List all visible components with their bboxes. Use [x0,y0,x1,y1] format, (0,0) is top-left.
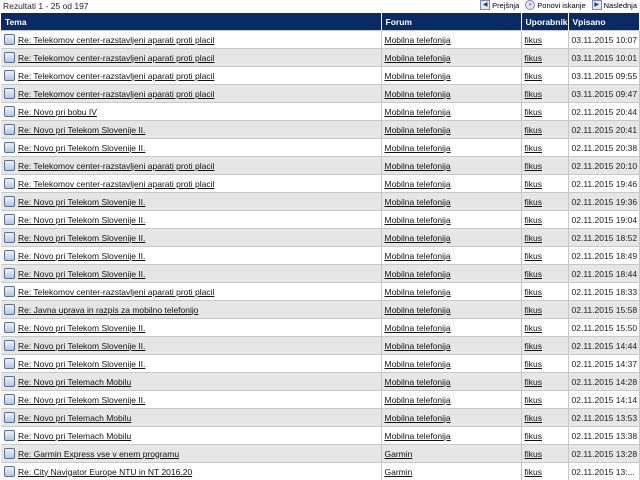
date-cell: 02.11.2015 18:33 [568,283,639,301]
topic-icon [4,124,15,135]
results-count: Rezultati 1 - 25 od 197 [3,1,89,11]
topic-link[interactable]: Re: Telekomov center-razstavljeni aparati proti placil [18,53,214,63]
user-cell [521,319,568,337]
date-cell: 02.11.2015 20:44 [568,103,639,121]
user-link[interactable]: fikus [525,323,542,333]
user-link[interactable]: fikus [525,287,542,297]
user-cell [521,427,568,445]
forum-link[interactable]: Mobilna telefonija [385,341,451,351]
topic-icon [4,466,15,477]
topic-icon [4,214,15,225]
user-cell [521,445,568,463]
topic-cell [1,319,381,337]
topic-cell [1,139,381,157]
date-cell: 02.11.2015 19:04 [568,211,639,229]
topic-cell [1,463,381,480]
topic-link[interactable]: Re: Novo pri Telekom Slovenije II. [18,233,145,243]
forum-cell [381,175,521,193]
forum-cell [381,391,521,409]
date-cell: 02.11.2015 13:53 [568,409,639,427]
topic-icon [4,196,15,207]
table-row [1,355,639,373]
user-link[interactable]: fikus [525,269,542,279]
user-link[interactable]: fikus [525,467,542,477]
table-row [1,175,639,193]
topic-cell [1,49,381,67]
table-row [1,463,639,480]
forum-cell [381,121,521,139]
topic-cell [1,301,381,319]
user-cell [521,211,568,229]
forum-link[interactable]: Mobilna telefonija [385,71,451,81]
topic-cell [1,427,381,445]
table-row [1,319,639,337]
forum-link[interactable]: Mobilna telefonija [385,35,451,45]
topic-cell [1,229,381,247]
user-cell [521,121,568,139]
topic-link[interactable]: Re: Novo pri Telemach Mobilu [18,431,131,441]
forum-cell [381,355,521,373]
topic-link[interactable]: Re: City Navigator Europe NTU in NT 2016.20 [18,467,192,477]
forum-link[interactable]: Mobilna telefonija [385,305,451,315]
header-forum: Forum [381,13,521,31]
forum-link[interactable]: Mobilna telefonija [385,53,451,63]
topic-cell [1,121,381,139]
topic-cell [1,265,381,283]
forum-cell [381,445,521,463]
topic-icon [4,70,15,81]
forum-link[interactable]: Mobilna telefonija [385,251,451,261]
date-cell: 02.11.2015 13:... [568,463,639,480]
topic-link[interactable]: Re: Telekomov center-razstavljeni aparati proti placil [18,179,214,189]
user-link[interactable]: fikus [525,359,542,369]
topic-icon [4,322,15,333]
topic-cell [1,67,381,85]
table-row [1,139,639,157]
forum-cell [381,427,521,445]
repeat-search-link[interactable] [525,0,585,10]
date-cell: 02.11.2015 15:58 [568,301,639,319]
table-row [1,157,639,175]
date-cell: 03.11.2015 09:47 [568,85,639,103]
header-topic: Tema [1,13,381,31]
date-cell: 02.11.2015 19:36 [568,193,639,211]
date-cell: 02.11.2015 18:49 [568,247,639,265]
forum-link[interactable]: Mobilna telefonija [385,197,451,207]
forum-link[interactable]: Mobilna telefonija [385,143,451,153]
table-row [1,67,639,85]
date-cell: 03.11.2015 10:07 [568,31,639,49]
prev-page-link[interactable] [480,0,519,10]
user-cell [521,283,568,301]
user-link[interactable]: fikus [525,197,542,207]
topic-cell [1,211,381,229]
forum-link[interactable]: Mobilna telefonija [385,413,451,423]
table-header-row [1,13,639,31]
topic-cell [1,373,381,391]
user-cell [521,103,568,121]
topic-link[interactable]: Re: Novo pri Telemach Mobilu [18,377,131,387]
search-icon: ⌕ [525,0,535,10]
user-link[interactable]: fikus [525,305,542,315]
user-link[interactable]: fikus [525,143,542,153]
topic-icon [4,376,15,387]
user-link[interactable]: fikus [525,53,542,63]
date-cell: 02.11.2015 18:44 [568,265,639,283]
table-row [1,229,639,247]
forum-link[interactable]: Garmin [385,449,413,459]
topic-link[interactable]: Re: Novo pri bobu IV [18,107,97,117]
forum-cell [381,301,521,319]
topic-icon [4,160,15,171]
user-cell [521,373,568,391]
user-link[interactable]: fikus [525,107,542,117]
user-cell [521,229,568,247]
topic-icon [4,178,15,189]
topic-icon [4,52,15,63]
topic-cell [1,391,381,409]
topic-link[interactable]: Re: Garmin Express vse v enem programu [18,449,179,459]
date-cell: 03.11.2015 09:55 [568,67,639,85]
topic-link[interactable]: Re: Telekomov center-razstavljeni aparati proti placil [18,287,214,297]
topic-link[interactable]: Re: Telekomov center-razstavljeni aparati proti placil [18,35,214,45]
forum-link[interactable]: Mobilna telefonija [385,89,451,99]
topic-link[interactable]: Re: Novo pri Telekom Slovenije II. [18,269,145,279]
user-cell [521,31,568,49]
user-link[interactable]: fikus [525,71,542,81]
topic-cell [1,193,381,211]
user-cell [521,193,568,211]
topic-link[interactable]: Re: Novo pri Telemach Mobilu [18,413,131,423]
date-cell: 02.11.2015 14:28 [568,373,639,391]
date-cell: 02.11.2015 18:52 [568,229,639,247]
table-row [1,211,639,229]
topic-icon [4,394,15,405]
topic-icon [4,88,15,99]
forum-link[interactable]: Mobilna telefonija [385,323,451,333]
table-row [1,85,639,103]
forum-cell [381,31,521,49]
topic-icon [4,106,15,117]
table-row [1,103,639,121]
topic-cell [1,31,381,49]
date-cell: 02.11.2015 19:46 [568,175,639,193]
forum-link[interactable]: Mobilna telefonija [385,215,451,225]
forum-link[interactable]: Mobilna telefonija [385,125,451,135]
table-row [1,49,639,67]
table-row [1,445,639,463]
forum-cell [381,373,521,391]
topic-cell [1,445,381,463]
user-cell [521,409,568,427]
topic-icon [4,250,15,261]
forum-cell [381,211,521,229]
user-link[interactable]: fikus [525,449,542,459]
forum-cell [381,247,521,265]
repeat-search-label: Ponovi iskanje [537,1,585,10]
user-link[interactable]: fikus [525,125,542,135]
forum-link[interactable]: Mobilna telefonija [385,269,451,279]
topic-cell [1,157,381,175]
pagination-nav [480,0,637,10]
topic-link[interactable]: Re: Novo pri Telekom Slovenije II. [18,359,145,369]
topic-icon [4,286,15,297]
forum-cell [381,337,521,355]
forum-link[interactable]: Mobilna telefonija [385,107,451,117]
topic-icon [4,34,15,45]
header-user: Uporabnik [521,13,568,31]
topic-cell [1,247,381,265]
forum-link[interactable]: Mobilna telefonija [385,377,451,387]
topic-link[interactable]: Re: Telekomov center-razstavljeni aparati proti placil [18,89,214,99]
date-cell: 02.11.2015 20:41 [568,121,639,139]
user-link[interactable]: fikus [525,341,542,351]
topic-link[interactable]: Re: Novo pri Telekom Slovenije II. [18,251,145,261]
forum-link[interactable]: Mobilna telefonija [385,161,451,171]
topic-icon [4,430,15,441]
table-row [1,121,639,139]
table-row [1,427,639,445]
user-cell [521,67,568,85]
forum-cell [381,103,521,121]
forum-cell [381,139,521,157]
table-row [1,409,639,427]
next-page-link[interactable] [592,0,637,10]
results-bar [0,0,640,13]
next-page-label: Naslednja [604,1,637,10]
topic-icon [4,304,15,315]
user-cell [521,247,568,265]
topic-link[interactable]: Re: Novo pri Telekom Slovenije II. [18,341,145,351]
topic-cell [1,175,381,193]
header-date: Vpisano [568,13,639,31]
prev-page-label: Prejšnja [492,1,519,10]
date-cell: 03.11.2015 10:01 [568,49,639,67]
date-cell: 02.11.2015 14:37 [568,355,639,373]
forum-cell [381,67,521,85]
forum-cell [381,283,521,301]
user-link[interactable]: fikus [525,377,542,387]
table-row [1,193,639,211]
forum-cell [381,193,521,211]
date-cell: 02.11.2015 13:28 [568,445,639,463]
forum-cell [381,265,521,283]
user-cell [521,85,568,103]
user-link[interactable]: fikus [525,161,542,171]
topic-icon [4,142,15,153]
forum-cell [381,319,521,337]
forum-cell [381,85,521,103]
forum-link[interactable]: Mobilna telefonija [385,233,451,243]
topic-link[interactable]: Re: Novo pri Telekom Slovenije II. [18,143,145,153]
results-table [1,13,640,480]
date-cell: 02.11.2015 14:44 [568,337,639,355]
forum-cell [381,157,521,175]
date-cell: 02.11.2015 20:38 [568,139,639,157]
user-link[interactable]: fikus [525,413,542,423]
forum-link[interactable]: Mobilna telefonija [385,431,451,441]
table-row [1,265,639,283]
table-row [1,301,639,319]
user-link[interactable]: fikus [525,89,542,99]
date-cell: 02.11.2015 14:14 [568,391,639,409]
topic-icon [4,412,15,423]
date-cell: 02.11.2015 20:10 [568,157,639,175]
user-link[interactable]: fikus [525,233,542,243]
topic-link[interactable]: Re: Novo pri Telekom Slovenije II. [18,125,145,135]
topic-cell [1,337,381,355]
user-cell [521,355,568,373]
user-link[interactable]: fikus [525,251,542,261]
user-link[interactable]: fikus [525,179,542,189]
topic-icon [4,340,15,351]
user-cell [521,175,568,193]
topic-link[interactable]: Re: Telekomov center-razstavljeni aparati proti placil [18,71,214,81]
topic-link[interactable]: Re: Novo pri Telekom Slovenije II. [18,197,145,207]
user-cell [521,139,568,157]
forum-link[interactable]: Mobilna telefonija [385,359,451,369]
forum-cell [381,229,521,247]
table-row [1,373,639,391]
topic-cell [1,85,381,103]
user-cell [521,49,568,67]
user-cell [521,463,568,480]
topic-cell [1,283,381,301]
topic-icon [4,358,15,369]
user-cell [521,391,568,409]
topic-icon [4,448,15,459]
table-row [1,337,639,355]
topic-cell [1,355,381,373]
table-row [1,283,639,301]
user-link[interactable]: fikus [525,215,542,225]
topic-icon [4,232,15,243]
topic-link[interactable]: Re: Novo pri Telekom Slovenije II. [18,215,145,225]
table-row [1,391,639,409]
date-cell: 02.11.2015 15:50 [568,319,639,337]
arrow-right-icon: ▶ [592,0,602,10]
user-link[interactable]: fikus [525,35,542,45]
forum-cell [381,463,521,480]
forum-cell [381,409,521,427]
user-cell [521,265,568,283]
forum-link[interactable]: Mobilna telefonija [385,395,451,405]
arrow-left-icon: ◀ [480,0,490,10]
user-link[interactable]: fikus [525,431,542,441]
table-row [1,247,639,265]
topic-link[interactable]: Re: Novo pri Telekom Slovenije II. [18,395,145,405]
topic-link[interactable]: Re: Javna uprava in razpis za mobilno telefonijo [18,305,199,315]
topic-cell [1,409,381,427]
user-cell [521,337,568,355]
topic-link[interactable]: Re: Novo pri Telekom Slovenije II. [18,323,145,333]
user-cell [521,301,568,319]
forum-link[interactable]: Mobilna telefonija [385,179,451,189]
forum-link[interactable]: Mobilna telefonija [385,287,451,297]
topic-icon [4,268,15,279]
topic-cell [1,103,381,121]
user-link[interactable]: fikus [525,395,542,405]
user-cell [521,157,568,175]
table-row [1,31,639,49]
forum-link[interactable]: Garmin [385,467,413,477]
topic-link[interactable]: Re: Telekomov center-razstavljeni aparati proti placil [18,161,214,171]
date-cell: 02.11.2015 13:38 [568,427,639,445]
forum-cell [381,49,521,67]
